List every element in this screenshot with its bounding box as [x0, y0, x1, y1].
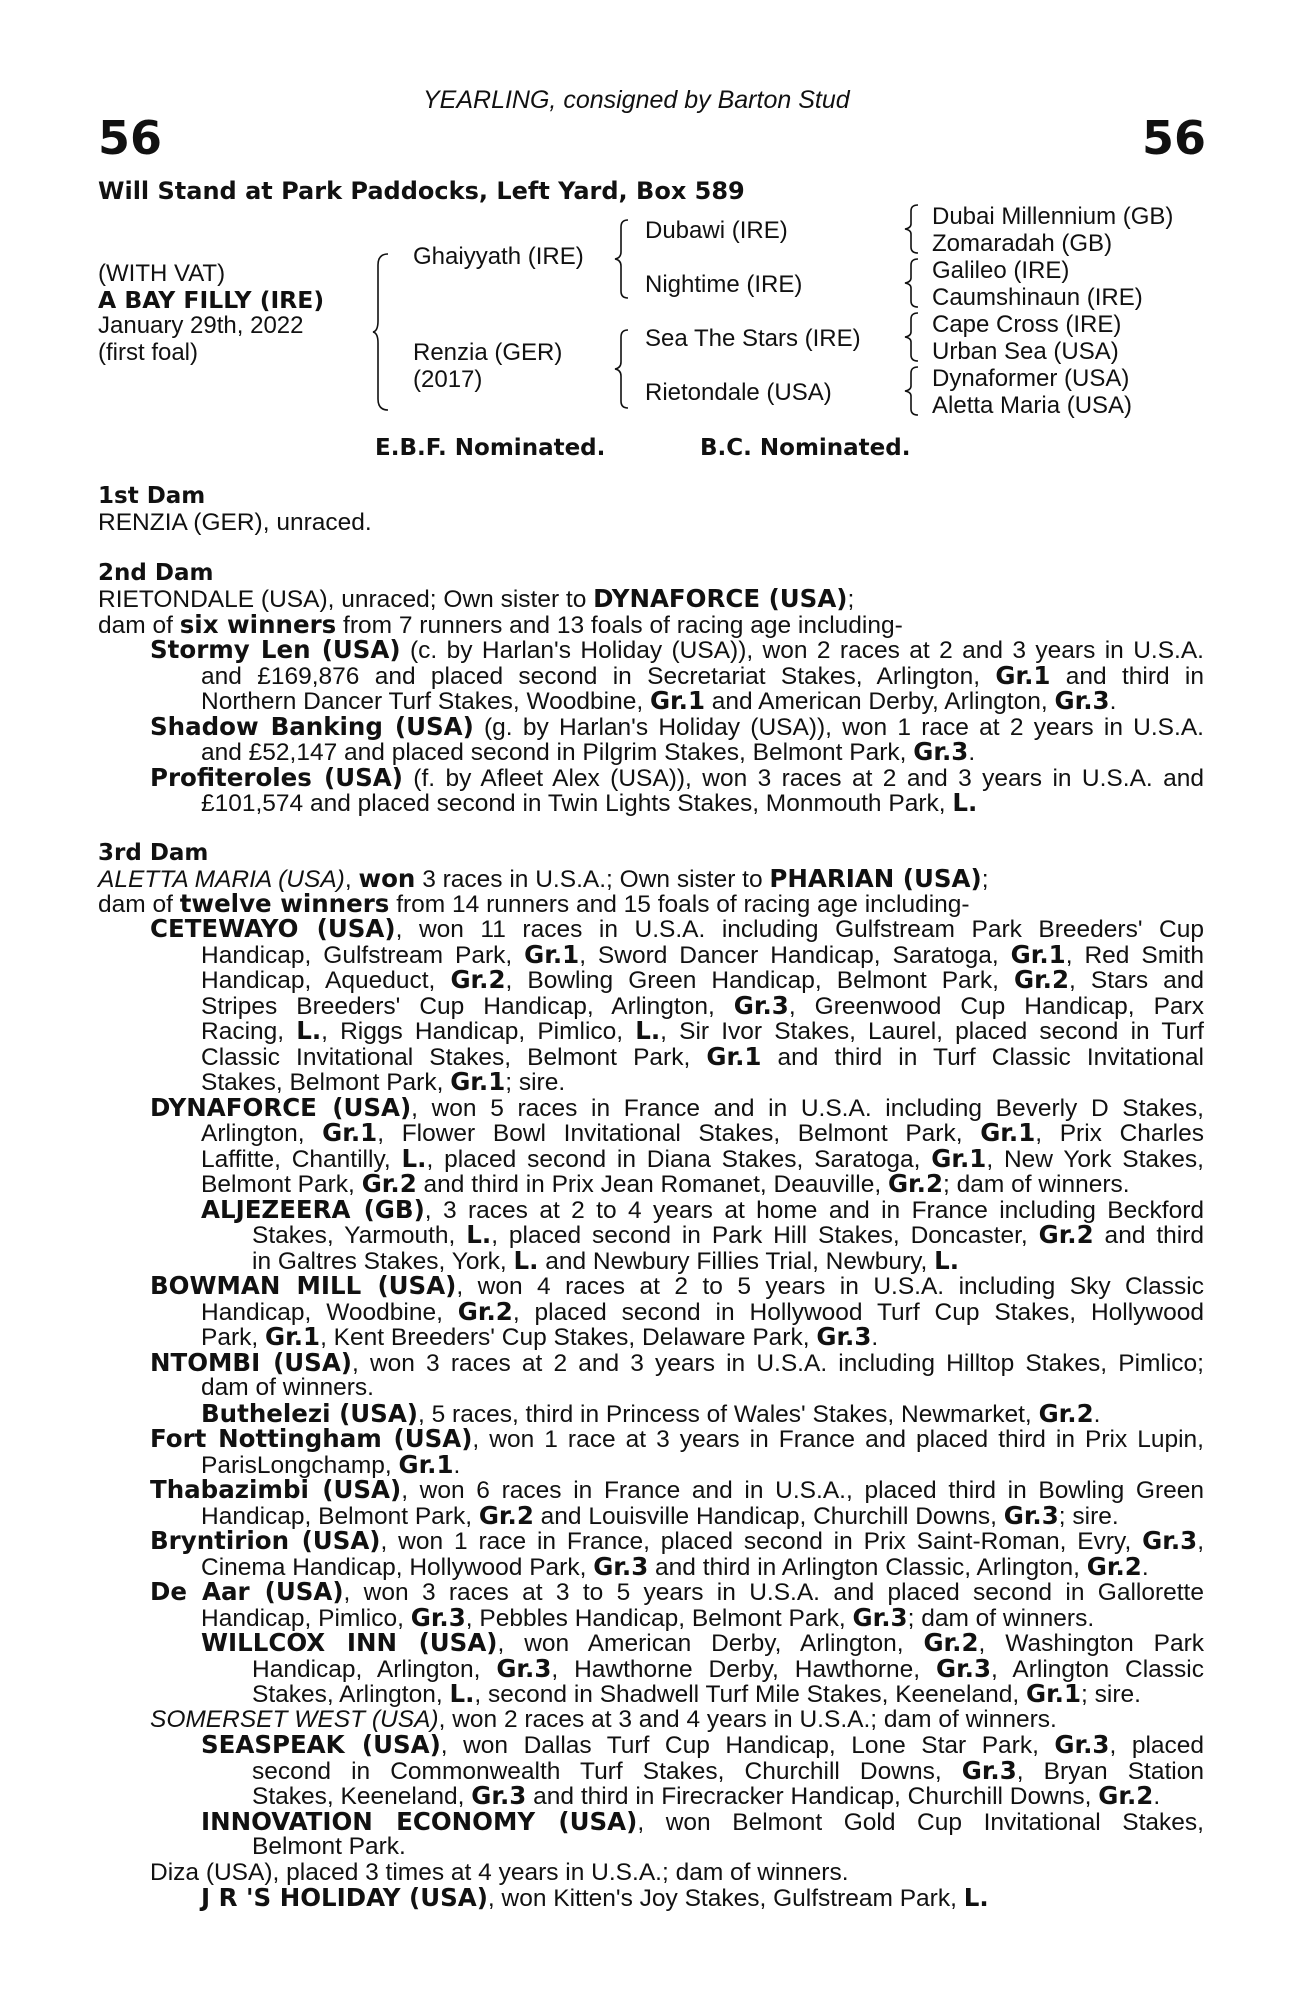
- first-dam-text: RENZIA (GER), unraced.: [98, 509, 372, 536]
- thabazimbi-line-1: Thabazimbi (USA), won 6 races in France and in U.S.A., placed third in Bowling Green: [150, 1475, 1204, 1504]
- pedigree-bracket-sire: [614, 219, 632, 299]
- shadow-banking-line-1: Shadow Banking (USA) (g. by Harlan's Holiday (USA)), won 1 race at 2 years in U.S.A.: [150, 712, 1204, 741]
- fort-nottingham-line-2: ParisLongchamp, Gr.1.: [201, 1450, 461, 1479]
- cetewayo-line-6: Classic Invitational Stakes, Belmont Park, Gr.1 and third in Turf Classic Invitational: [201, 1042, 1204, 1071]
- seaspeak-line-1: SEASPEAK (USA), won Dallas Turf Cup Handicap, Lone Star Park, Gr.3, placed: [201, 1730, 1205, 1759]
- cetewayo-line-1: CETEWAYO (USA), won 11 races in U.S.A. including Gulfstream Park Breeders' Cup: [150, 914, 1204, 943]
- foal-note: (first foal): [98, 339, 199, 366]
- third-dam-line-1: ALETTA MARIA (USA), won 3 races in U.S.A.; Own sister to PHARIAN (USA);: [98, 864, 989, 893]
- innovation-economy-line-1: INNOVATION ECONOMY (USA), won Belmont Gold Cup Invitational Stakes,: [201, 1807, 1204, 1836]
- diza-line-1: Diza (USA), placed 3 times at 4 years in U.S.A.; dam of winners.: [150, 1859, 849, 1886]
- cetewayo-line-3: Handicap, Aqueduct, Gr.2, Bowling Green Handicap, Belmont Park, Gr.2, Stars and: [201, 965, 1205, 994]
- bowman-mill-line-2: Handicap, Woodbine, Gr.2, placed second in Hollywood Turf Cup Stakes, Hollywood: [201, 1297, 1204, 1326]
- jrs-holiday-line-1: J R 'S HOLIDAY (USA), won Kitten's Joy Stakes, Gulfstream Park, L.: [201, 1883, 989, 1912]
- pedigree-gen3-1: Dubai Millennium (GB): [932, 203, 1174, 230]
- ebf-nomination: E.B.F. Nominated.: [375, 435, 606, 461]
- profiteroles-line-2: £101,574 and placed second in Twin Lights Stakes, Monmouth Park, L.: [201, 788, 978, 817]
- second-dam-heading: 2nd Dam: [98, 560, 214, 586]
- second-dam-line-1: RIETONDALE (USA), unraced; Own sister to DYNAFORCE (USA);: [98, 584, 855, 613]
- pedigree-gen3-8: Aletta Maria (USA): [932, 392, 1133, 419]
- foaling-date: January 29th, 2022: [98, 312, 304, 339]
- second-dam-line-2: dam of six winners from 7 runners and 13 foals of racing age including-: [98, 610, 903, 639]
- first-dam-heading: 1st Dam: [98, 483, 206, 509]
- dynaforce-line-3: Laffitte, Chantilly, L., placed second in Diana Stakes, Saratoga, Gr.1, New York Stakes,: [201, 1144, 1204, 1173]
- ntombi-line-1: NTOMBI (USA), won 3 races at 2 and 3 years in U.S.A. including Hilltop Stakes, Pimlico;: [150, 1348, 1204, 1377]
- pedigree-bracket-gen3-4: [904, 366, 922, 416]
- pedigree-gen2-1: Dubawi (IRE): [645, 217, 788, 244]
- pedigree-gen3-7: Dynaformer (USA): [932, 365, 1130, 392]
- pedigree-gen3-5: Cape Cross (IRE): [932, 311, 1122, 338]
- thabazimbi-line-2: Handicap, Belmont Park, Gr.2 and Louisville Handicap, Churchill Downs, Gr.3; sire.: [201, 1501, 1119, 1530]
- dynaforce-line-4: Belmont Park, Gr.2 and third in Prix Jean Romanet, Deauville, Gr.2; dam of winners.: [201, 1169, 1130, 1198]
- stormy-len-line-2: and £169,876 and placed second in Secretariat Stakes, Arlington, Gr.1 and third in: [201, 661, 1204, 690]
- bowman-mill-line-1: BOWMAN MILL (USA), won 4 races at 2 to 5 years in U.S.A. including Sky Classic: [150, 1271, 1204, 1300]
- pedigree-bracket-dam: [614, 329, 632, 409]
- pedigree-bracket-gen3-2: [904, 258, 922, 308]
- stand-location: Will Stand at Park Paddocks, Left Yard, Box 589: [98, 177, 745, 205]
- profiteroles-line-1: Profiteroles (USA) (f. by Afleet Alex (USA)), won 3 races at 2 and 3 years in U.S.A. and: [150, 763, 1204, 792]
- bryntirion-line-1: Bryntirion (USA), won 1 race in France, placed second in Prix Saint-Roman, Evry, Gr.3,: [150, 1526, 1204, 1555]
- bowman-mill-line-3: Park, Gr.1, Kent Breeders' Cup Stakes, Delaware Park, Gr.3.: [201, 1322, 879, 1351]
- pedigree-bracket-gen3-1: [904, 204, 922, 254]
- cetewayo-line-7: Stakes, Belmont Park, Gr.1; sire.: [201, 1067, 566, 1096]
- pedigree-gen3-3: Galileo (IRE): [932, 257, 1070, 284]
- pedigree-gen2-4: Rietondale (USA): [645, 379, 832, 406]
- pedigree-gen2-3: Sea The Stars (IRE): [645, 325, 861, 352]
- seaspeak-line-2: second in Commonwealth Turf Stakes, Churchill Downs, Gr.3, Bryan Station: [252, 1756, 1204, 1785]
- cetewayo-line-5: Racing, L., Riggs Handicap, Pimlico, L., Sir Ivor Stakes, Laurel, placed second in Turf: [201, 1016, 1204, 1045]
- cetewayo-line-4: Stripes Breeders' Cup Handicap, Arlington, Gr.3, Greenwood Cup Handicap, Parx: [201, 991, 1204, 1020]
- de-aar-line-1: De Aar (USA), won 3 races at 3 to 5 years in U.S.A. and placed second in Gallorette: [150, 1577, 1204, 1606]
- consignment-header: YEARLING, consigned by Barton Stud: [423, 86, 850, 114]
- lot-number-right: 56: [1142, 111, 1207, 165]
- third-dam-line-2: dam of twelve winners from 14 runners and 15 foals of racing age including-: [98, 889, 970, 918]
- dynaforce-line-1: DYNAFORCE (USA), won 5 races in France and in U.S.A. including Beverly D Stakes,: [150, 1093, 1204, 1122]
- willcox-inn-line-2: Handicap, Arlington, Gr.3, Hawthorne Derby, Hawthorne, Gr.3, Arlington Classic: [252, 1654, 1204, 1683]
- vat-note: (WITH VAT): [98, 260, 226, 287]
- pedigree-bracket-main: [372, 253, 392, 411]
- willcox-inn-line-1: WILLCOX INN (USA), won American Derby, Arlington, Gr.2, Washington Park: [201, 1628, 1204, 1657]
- aljezeera-line-2: Stakes, Yarmouth, L., placed second in Park Hill Stakes, Doncaster, Gr.2 and third: [252, 1220, 1204, 1249]
- lot-number-left: 56: [98, 111, 163, 165]
- pedigree-dam-year: (2017): [413, 366, 483, 393]
- innovation-economy-line-2: Belmont Park.: [252, 1833, 406, 1860]
- aljezeera-line-3: in Galtres Stakes, York, L. and Newbury Fillies Trial, Newbury, L.: [252, 1246, 960, 1275]
- somerset-west-line-1: SOMERSET WEST (USA), won 2 races at 3 and 4 years in U.S.A.; dam of winners.: [150, 1706, 1057, 1733]
- buthelezi-line-1: Buthelezi (USA), 5 races, third in Princess of Wales' Stakes, Newmarket, Gr.2.: [201, 1399, 1101, 1428]
- pedigree-bracket-gen3-3: [904, 312, 922, 362]
- third-dam-heading: 3rd Dam: [98, 840, 209, 866]
- pedigree-gen2-2: Nightime (IRE): [645, 271, 803, 298]
- pedigree-sire: Ghaiyyath (IRE): [413, 243, 584, 270]
- aljezeera-line-1: ALJEZEERA (GB), 3 races at 2 to 4 years at home and in France including Beckford: [201, 1195, 1204, 1224]
- shadow-banking-line-2: and £52,147 and placed second in Pilgrim Stakes, Belmont Park, Gr.3.: [201, 737, 976, 766]
- ntombi-line-2: dam of winners.: [201, 1374, 374, 1401]
- bryntirion-line-2: Cinema Handicap, Hollywood Park, Gr.3 and third in Arlington Classic, Arlington, Gr.2.: [201, 1552, 1149, 1581]
- stormy-len-line-3: Northern Dancer Turf Stakes, Woodbine, Gr.1 and American Derby, Arlington, Gr.3.: [201, 686, 1117, 715]
- pedigree-dam: Renzia (GER): [413, 339, 563, 366]
- willcox-inn-line-3: Stakes, Arlington, L., second in Shadwell Turf Mile Stakes, Keeneland, Gr.1; sire.: [252, 1679, 1141, 1708]
- dynaforce-line-2: Arlington, Gr.1, Flower Bowl Invitational Stakes, Belmont Park, Gr.1, Prix Charles: [201, 1118, 1204, 1147]
- horse-name: A BAY FILLY (IRE): [98, 286, 325, 314]
- bc-nomination: B.C. Nominated.: [700, 435, 911, 461]
- cetewayo-line-2: Handicap, Gulfstream Park, Gr.1, Sword Dancer Handicap, Saratoga, Gr.1, Red Smith: [201, 940, 1204, 969]
- pedigree-gen3-4: Caumshinaun (IRE): [932, 284, 1143, 311]
- seaspeak-line-3: Stakes, Keeneland, Gr.3 and third in Firecracker Handicap, Churchill Downs, Gr.2.: [252, 1781, 1161, 1810]
- fort-nottingham-line-1: Fort Nottingham (USA), won 1 race at 3 years in France and placed third in Prix Lupin,: [150, 1424, 1204, 1453]
- pedigree-gen3-2: Zomaradah (GB): [932, 230, 1113, 257]
- de-aar-line-2: Handicap, Pimlico, Gr.3, Pebbles Handicap, Belmont Park, Gr.3; dam of winners.: [201, 1603, 1095, 1632]
- pedigree-gen3-6: Urban Sea (USA): [932, 338, 1119, 365]
- stormy-len-line-1: Stormy Len (USA) (c. by Harlan's Holiday (USA)), won 2 races at 2 and 3 years in U.S.A.: [150, 635, 1204, 664]
